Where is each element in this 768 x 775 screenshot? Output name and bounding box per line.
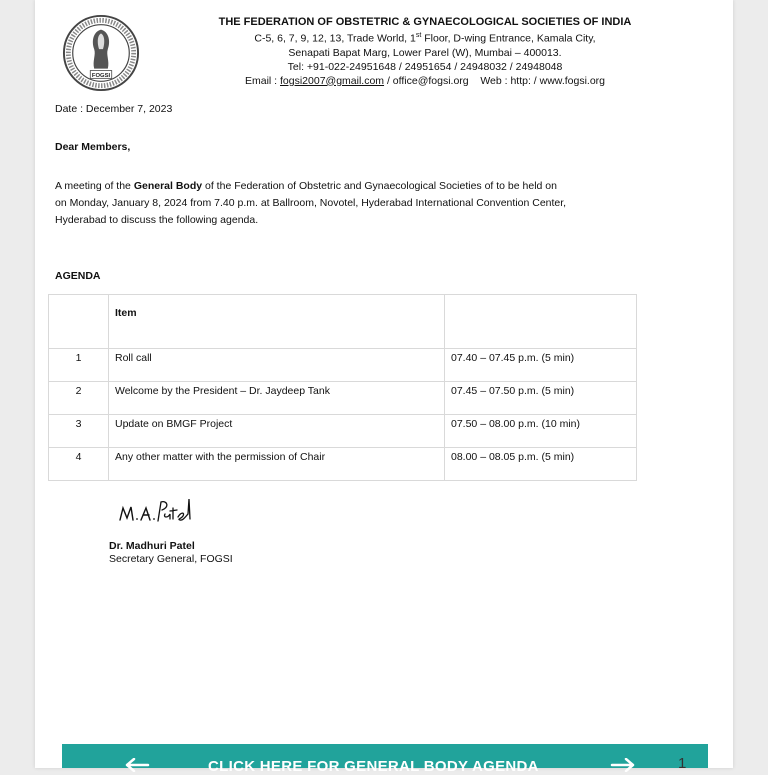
address-line-1: C-5, 6, 7, 9, 12, 13, Trade World, 1st Floor, D-wing Entrance, Kamala City, (254, 32, 596, 45)
arrow-right-icon (610, 758, 636, 772)
table-row: 4 Any other matter with the permission of Chair 08.00 – 08.05 p.m. (5 min) (49, 448, 637, 481)
salutation: Dear Members, (55, 141, 131, 153)
col-item-header: Item (109, 295, 445, 349)
arrow-left-icon (124, 758, 150, 772)
contact-line: Email : fogsi2007@gmail.com / office@fogsi.org Web : http: / www.fogsi.org (244, 74, 606, 87)
table-row: 2 Welcome by the President – Dr. Jaydeep Tank 07.45 – 07.50 p.m. (5 min) (49, 382, 637, 415)
agenda-heading: AGENDA (55, 270, 101, 282)
agenda-header-row (49, 295, 637, 349)
handwritten-signature (115, 490, 215, 530)
table-row: 1 Roll call 07.40 – 07.45 p.m. (5 min) (49, 349, 637, 382)
banner-label[interactable]: CLICK HERE FOR GENERAL BODY AGENDA (208, 758, 539, 775)
telephone: Tel: +91-022-24951648 / 24951654 / 24948032 / 24948048 (287, 60, 563, 73)
letterhead (135, 15, 715, 88)
table-row: 3 Update on BMGF Project 07.50 – 08.00 p.m. (10 min) (49, 415, 637, 448)
email-link[interactable]: fogsi2007@gmail.com (280, 74, 385, 87)
page-number: 1 (678, 755, 687, 772)
signer-name: Dr. Madhuri Patel (109, 540, 195, 552)
signer-title: Secretary General, FOGSI (109, 553, 233, 565)
letter-date: Date : December 7, 2023 (55, 103, 173, 115)
web-address: Web : http: / www.fogsi.org (480, 74, 606, 87)
org-name: THE FEDERATION OF OBSTETRIC & GYNAECOLOGICAL SOCIETIES OF INDIA (218, 16, 632, 28)
general-body-agenda-banner[interactable] (62, 744, 708, 775)
logo-text: FOGSI (91, 72, 111, 79)
letter-body: A meeting of the General Body of the Federation of Obstetric and Gynaecological Societies of to be held on on Monday, January 8, 2024 from 7.40 p.m. at Ballroom, Novotel, Hyderabad International Convention Center, Hyderabad to discuss the following agenda. (55, 180, 567, 226)
address-line-2: Senapati Bapat Marg, Lower Parel (W), Mumbai – 400013. (288, 46, 562, 59)
fogsi-logo (62, 14, 140, 92)
agenda-table (48, 294, 637, 481)
